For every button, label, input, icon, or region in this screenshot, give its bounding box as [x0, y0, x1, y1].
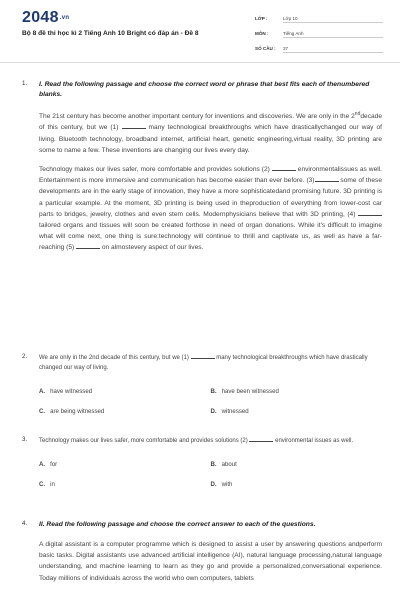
question-2	[22, 353, 382, 421]
question-4	[22, 520, 382, 584]
option-b[interactable]	[211, 388, 383, 395]
question-number: 2.	[22, 353, 28, 360]
question-instruction: II. Read the following passage and choose the correct answer to each of the questions.	[39, 521, 316, 528]
option-label: C.	[39, 407, 46, 415]
option-label: B.	[210, 460, 217, 468]
meta-count	[255, 46, 383, 53]
option-text: for	[50, 460, 58, 468]
meta-subject	[255, 31, 383, 38]
passage-text: on almostevery aspect of our lives.	[100, 244, 204, 252]
answer-blank	[191, 358, 215, 359]
question-instruction: I. Read the following passage and choose the correct word or phrase that best fits each of thenumbered blanks.	[39, 81, 370, 98]
option-label: D.	[210, 480, 217, 488]
answer-blank	[249, 441, 273, 442]
answer-blank	[272, 170, 296, 171]
page-header	[0, 0, 400, 63]
option-c[interactable]	[39, 481, 211, 488]
meta-value: Tiếng Anh	[283, 31, 383, 38]
passage-text: environmentalissues as well. Entertainment is more immersive and communication has become easier than ever before. (3)	[39, 166, 382, 185]
option-label: D.	[210, 407, 217, 415]
question-number: 4.	[22, 520, 28, 527]
stem-text: many technological breakthroughs which have drastically changed our way of living.	[39, 355, 368, 371]
question-number: 1.	[22, 80, 28, 87]
answer-blank	[76, 248, 100, 249]
logo-suffix: .vn	[59, 14, 70, 21]
answer-blank	[358, 215, 382, 216]
question-number: 3.	[22, 436, 28, 443]
answer-options	[39, 454, 382, 494]
passage-text: The 21st century has become another important century for inventions and discoveries. We are only in the 2	[39, 113, 355, 121]
passage-text: some of these developments are in the early stage of innovation, they have a more sophisticatedand promising future. 3D printing is a particular example. At the moment, 3D printing is being used in theproduction of everything from lower-cost car parts to bridges, jewelry, clothes and even stem cells. Modernphysicians believe that with 3D printing, (4)	[39, 177, 382, 218]
ordinal-suffix: nd	[354, 111, 361, 117]
option-text: about	[221, 460, 237, 468]
option-text: are being witnessed	[50, 407, 105, 415]
stem-text: We are only in the 2nd decade of this century, but we (1)	[39, 355, 191, 361]
option-d[interactable]	[211, 481, 383, 488]
option-label: C.	[39, 480, 46, 488]
meta-key: SỐ CÂU :	[255, 46, 276, 51]
stem-text: environmental issues as well.	[273, 438, 354, 444]
logo-text: 2048	[22, 9, 59, 26]
passage-text: Technology makes our lives safer, more comfortable and provides solutions (2)	[39, 166, 272, 173]
answer-blank	[122, 128, 146, 129]
passage-text: tailored organs and tissues will soon be created forthose in need of organ donations. While it's difficult to imagine what will come next, one thing is sure:technology will continue to thrill and captivate us, as well as have a far-reaching (5)	[39, 222, 382, 252]
document-title: Bộ 8 đề thi học kì 2 Tiếng Anh 10 Bright có đáp án - Đề 8	[22, 30, 199, 37]
option-label: A.	[39, 387, 46, 395]
answer-options	[39, 381, 382, 421]
passage-paragraph: A digital assistant is a computer programme which is designed to assist a user by answering questions andperform basic tasks. Digital assistants use advanced artificial intelligence (AI), natural language processing,natural language understanding, and machine learning to learn as they go and provide a personalized,conversational experience. Today millions of individuals across the world who own computers, tablets	[39, 541, 382, 582]
option-a[interactable]	[39, 461, 211, 468]
option-text: have witnessed	[50, 387, 93, 395]
option-text: with	[221, 480, 233, 488]
option-label: B.	[210, 387, 217, 395]
question-1	[22, 80, 382, 254]
question-stem	[39, 353, 382, 373]
question-stem	[39, 436, 382, 446]
option-b[interactable]	[211, 461, 383, 468]
passage-paragraph-2	[39, 164, 382, 254]
meta-key: LỚP :	[255, 16, 268, 21]
site-logo[interactable]	[22, 9, 69, 27]
option-label: A.	[39, 460, 46, 468]
passage-text: many technological breakthroughs which have drasticallychanged our way of living. Bluetooth technology, broadband internet, artificial heart, genetic engineering,virtual reality, 3D printing are some to name a few. These inventions are changing our lives every day.	[39, 124, 383, 154]
stem-text: Technology makes our lives safer, more comfortable and provides solutions (2)	[39, 438, 250, 444]
meta-key: MÔN :	[255, 31, 269, 36]
meta-class	[255, 16, 383, 23]
passage-paragraph-1	[39, 109, 382, 156]
option-c[interactable]	[39, 408, 211, 415]
option-text: have been witnessed	[221, 387, 279, 395]
question-3	[22, 436, 382, 494]
answer-blank	[315, 181, 339, 182]
option-d[interactable]	[211, 408, 383, 415]
option-a[interactable]	[39, 388, 211, 395]
meta-value: Lớp 10	[283, 16, 383, 23]
meta-value: 37	[283, 46, 383, 53]
option-text: in	[50, 480, 55, 488]
passage-text: decade of this century, but we (1)	[39, 113, 382, 132]
option-text: witnessed	[221, 407, 249, 415]
